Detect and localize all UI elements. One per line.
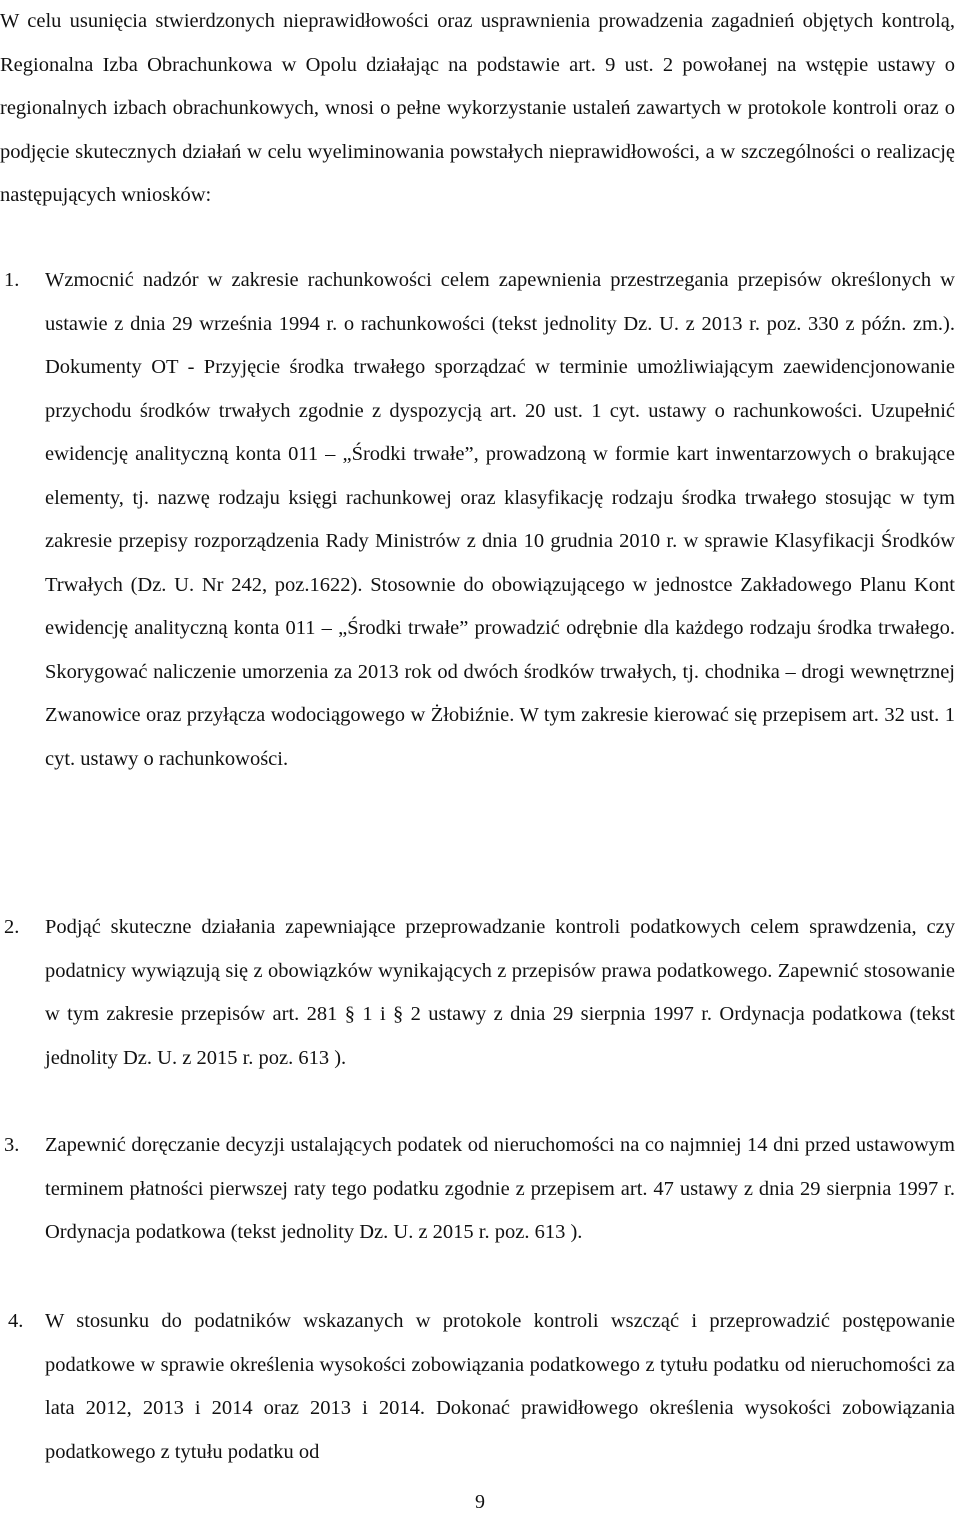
list-item-text: Wzmocnić nadzór w zakresie rachunkowości celem zapewnienia przestrzegania przepisów określonych w ustawie z dnia 29 września 1994 r. o rachunkowości (tekst jednolity Dz. U. z 2013 r. poz. 330 z późn. zm.). Dokumenty OT - Przyjęcie środka trwałego sporządzać w terminie umożliwiającym zaewidencjonowanie przychodu środków trwałych zgodnie z dyspozycją art. 20 ust. 1 cyt. ustawy o rachunkowości. Uzupełnić ewidencję analityczną konta 011 – „Środki trwałe”, prowadzoną w formie kart inwentarzowych o brakujące elementy, tj. nazwę rodzaju księgi rachunkowej oraz klasyfikację rodzaju środka trwałego stosując w tym zakresie przepisy rozporządzenia Rady Ministrów z dnia 10 grudnia 2010 r. w sprawie Klasyfikacji Środków Trwałych (Dz. U. Nr 242, poz.1622). Stosownie do obowiązującego w jednostce Zakładowego Planu Kont ewidencję analityczną konta 011 – „Środki trwałe” prowadzić odrębnie dla każdego rodzaju środka trwałego. Skorygować naliczenie umorzenia za 2013 rok od dwóch środków trwałych, tj. chodnika – drogi wewnętrznej Zwanowice oraz przyłącza wodociągowego w Żłobiźnie. W tym zakresie kierować się przepisem art. 32 ust. 1 cyt. ustawy o rachunkowości. <box>45 269 955 770</box>
intro-paragraph: W celu usunięcia stwierdzonych nieprawidłowości oraz usprawnienia prowadzenia zagadnień objętych kontrolą, Regionalna Izba Obrachunkowa w Opolu działając na podstawie art. 9 ust. 2 powołanej na wstępie ustawy o regionalnych izbach obrachunkowych, wnosi o pełne wykorzystanie ustaleń zawartych w protokole kontroli oraz o podjęcie skutecznych działań w celu wyeliminowania powstałych nieprawidłowości, a w szczególności o realizację następujących wniosków: <box>0 10 955 206</box>
list-item-text: Podjąć skuteczne działania zapewniające przeprowadzanie kontroli podatkowych celem sprawdzenia, czy podatnicy wywiązują się z obowiązków wynikających z przepisów prawa podatkowego. Zapewnić stosowanie w tym zakresie przepisów art. 281 § 1 i § 2 ustawy z dnia 29 sierpnia 1997 r. Ordynacja podatkowa (tekst jednolity Dz. U. z 2015 r. poz. 613 ). <box>45 916 955 1069</box>
page-number: 9 <box>475 1491 485 1513</box>
list-item-number: 2. <box>4 916 20 938</box>
list-item-number: 1. <box>4 269 20 291</box>
list-item-number: 3. <box>4 1134 20 1156</box>
list-item-text: Zapewnić doręczanie decyzji ustalających podatek od nieruchomości na co najmniej 14 dni przed ustawowym terminem płatności pierwszej raty tego podatku zgodnie z przepisem art. 47 ustawy z dnia 29 sierpnia 1997 r. Ordynacja podatkowa (tekst jednolity Dz. U. z 2015 r. poz. 613 ). <box>45 1134 955 1243</box>
list-item-text: W stosunku do podatników wskazanych w protokole kontroli wszcząć i przeprowadzić postępowanie podatkowe w sprawie określenia wysokości zobowiązania podatkowego z tytułu podatku od nieruchomości za lata 2012, 2013 i 2014 oraz 2013 i 2014. Dokonać prawidłowego określenia wysokości zobowiązania podatkowego z tytułu podatku od <box>45 1310 955 1463</box>
list-item-number: 4. <box>8 1310 24 1332</box>
